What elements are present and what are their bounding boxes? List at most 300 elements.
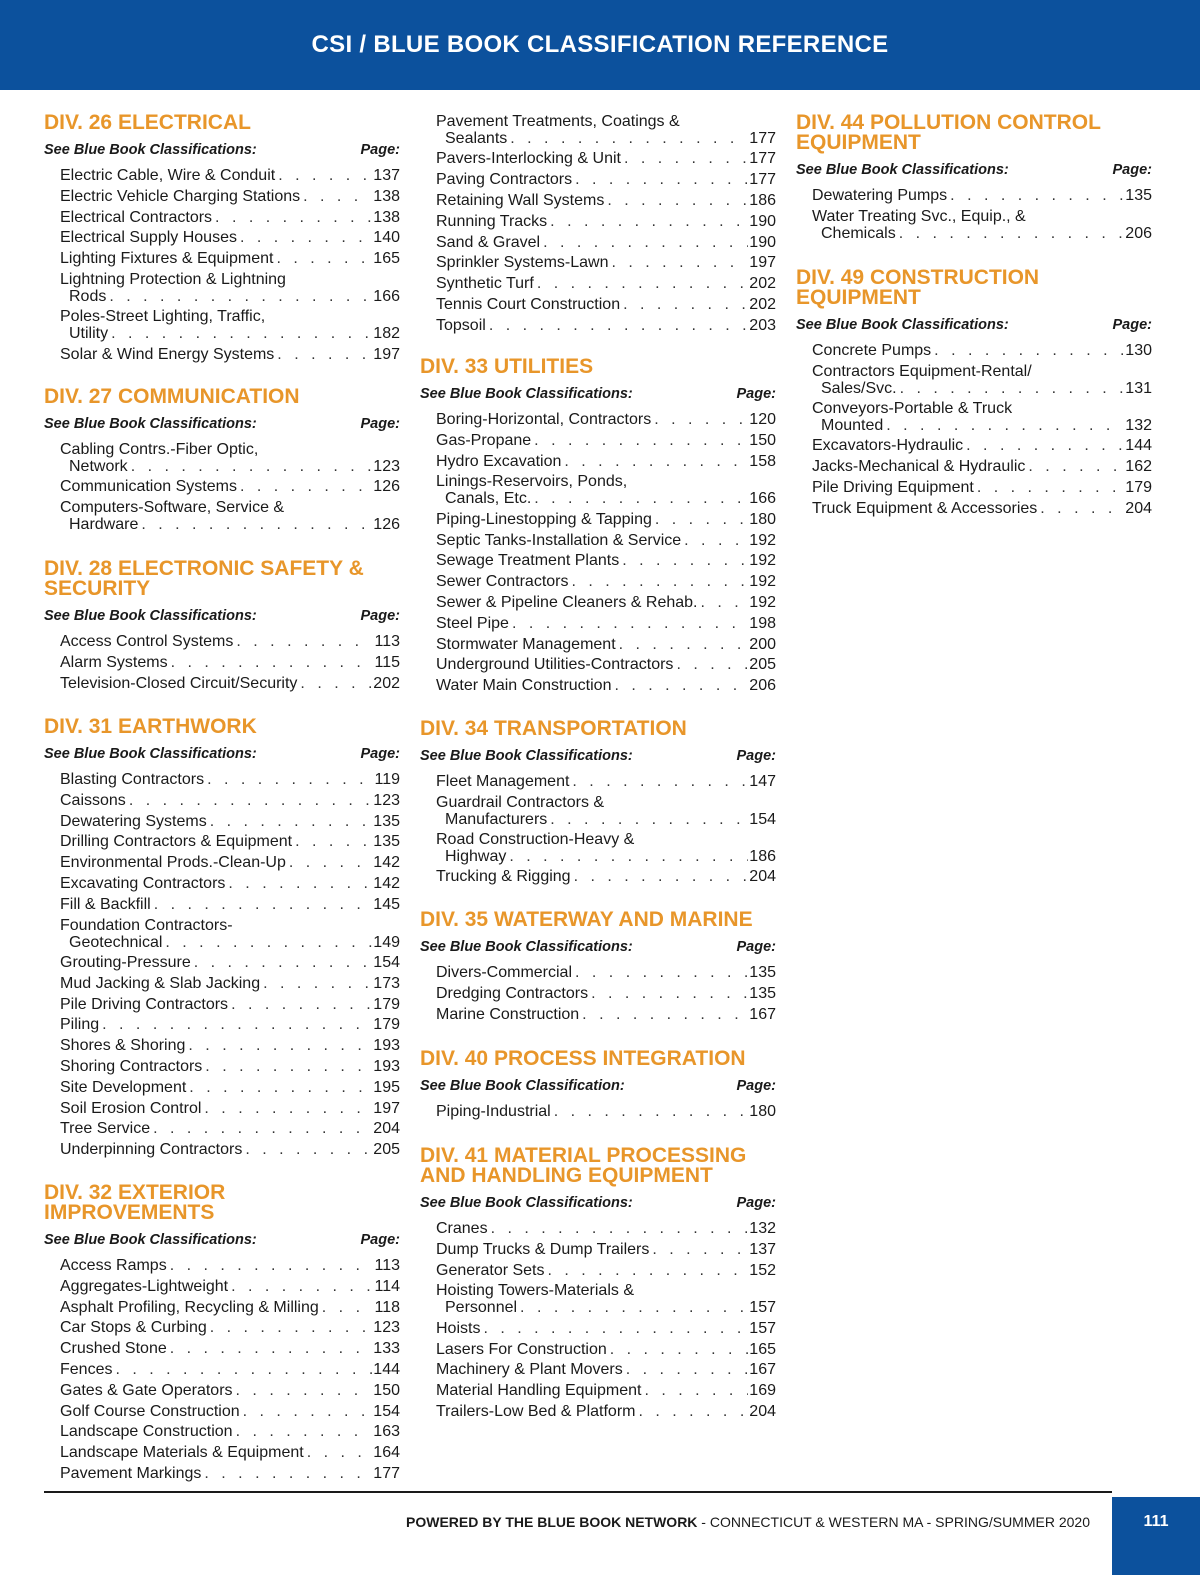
classification-entry bbox=[60, 1340, 400, 1357]
entry-page-number: 164 bbox=[373, 1444, 400, 1462]
entry-page-number: 135 bbox=[373, 833, 400, 851]
entry-name-line-2: Mounted bbox=[821, 417, 884, 435]
classification-entry bbox=[436, 171, 776, 188]
entry-name: Electric Vehicle Charging Stations bbox=[60, 187, 301, 205]
entry-name-line-2: Canals, Etc. bbox=[445, 490, 532, 508]
dot-leader bbox=[931, 342, 1124, 359]
classification-entry bbox=[436, 985, 776, 1002]
classification-list bbox=[420, 1220, 776, 1424]
entry-name-line-2: Personnel bbox=[445, 1299, 518, 1317]
entry-name: Landscape Materials & Equipment bbox=[60, 1444, 304, 1462]
dot-leader bbox=[297, 675, 372, 692]
dot-leader bbox=[319, 1299, 372, 1316]
entry-name-line-2: Sealants bbox=[445, 130, 508, 147]
classification-entry bbox=[60, 1361, 400, 1378]
classification-entry bbox=[60, 1465, 400, 1482]
dot-leader bbox=[616, 636, 748, 653]
classification-entry bbox=[812, 400, 1152, 434]
dot-leader bbox=[151, 896, 372, 913]
entry-page-number: 186 bbox=[749, 191, 776, 209]
dot-leader bbox=[207, 813, 372, 830]
classification-entry bbox=[60, 1016, 400, 1033]
entry-page-number: 130 bbox=[1125, 342, 1152, 359]
dot-leader bbox=[620, 296, 748, 313]
entry-page-number: 165 bbox=[749, 1340, 776, 1358]
entry-page-number: 123 bbox=[373, 1319, 400, 1337]
classification-entry bbox=[60, 854, 400, 871]
entry-name: Synthetic Turf bbox=[436, 275, 534, 293]
entry-page-number: 202 bbox=[749, 295, 776, 313]
entry-page-number: 115 bbox=[374, 653, 400, 671]
classification-entry bbox=[436, 213, 776, 230]
dot-leader bbox=[531, 490, 748, 507]
dot-leader bbox=[572, 171, 748, 188]
dot-leader bbox=[240, 1403, 372, 1420]
entry-name: Communication Systems bbox=[60, 478, 237, 496]
entry-page-number: 200 bbox=[749, 635, 776, 653]
entry-page-number: 118 bbox=[374, 1298, 400, 1316]
classifications-header bbox=[420, 939, 776, 956]
entry-name: Generator Sets bbox=[436, 1261, 545, 1279]
dot-leader bbox=[204, 771, 372, 788]
division-title-line-2: EQUIPMENT bbox=[796, 286, 921, 309]
classification-entry bbox=[436, 552, 776, 569]
dot-leader bbox=[621, 150, 748, 167]
classification-entry bbox=[60, 1299, 400, 1316]
classification-entry bbox=[436, 275, 776, 292]
entry-page-number: 193 bbox=[373, 1057, 400, 1075]
dot-leader bbox=[225, 875, 372, 892]
entry-page-number: 137 bbox=[749, 1240, 776, 1258]
entry-name: Pavement Markings bbox=[60, 1465, 202, 1482]
entry-page-number: 154 bbox=[373, 953, 400, 971]
dot-leader bbox=[883, 417, 1124, 434]
classification-entry bbox=[60, 1444, 400, 1461]
entry-page-number: 180 bbox=[749, 1103, 776, 1120]
classification-entry bbox=[436, 794, 776, 828]
classifications-label: See Blue Book Classifications: bbox=[420, 939, 633, 955]
entry-name: Crushed Stone bbox=[60, 1340, 167, 1358]
entry-name-line-1: Lightning Protection & Lightning bbox=[60, 271, 286, 288]
dot-leader bbox=[540, 234, 748, 251]
entry-name: Stormwater Management bbox=[436, 635, 616, 653]
page-column-label: Page: bbox=[1112, 162, 1152, 178]
entry-page-number: 206 bbox=[749, 677, 776, 695]
dot-leader bbox=[138, 516, 372, 533]
page-column-label: Page: bbox=[736, 1078, 776, 1094]
classification-entry bbox=[812, 342, 1152, 359]
entry-page-number: 179 bbox=[1125, 479, 1152, 496]
dot-leader bbox=[673, 656, 748, 673]
page-column-label: Page: bbox=[736, 748, 776, 764]
dot-leader bbox=[569, 573, 749, 590]
entry-name: Hoists bbox=[436, 1319, 481, 1337]
classification-entry bbox=[60, 478, 400, 495]
entry-name: Dewatering Pumps bbox=[812, 187, 948, 204]
entry-page-number: 179 bbox=[373, 995, 400, 1013]
entry-page-number: 147 bbox=[749, 773, 776, 790]
dot-leader bbox=[108, 325, 372, 342]
entry-page-number: 192 bbox=[749, 552, 776, 570]
division-section bbox=[44, 1183, 400, 1486]
classification-entry bbox=[436, 573, 776, 590]
classification-entry bbox=[60, 813, 400, 830]
entry-page-number: 142 bbox=[373, 875, 400, 892]
entry-page-number: 190 bbox=[749, 212, 776, 230]
footer-edition: - CONNECTICUT & WESTERN MA - SPRING/SUMMER 2020 bbox=[697, 1514, 1090, 1530]
dot-leader bbox=[652, 511, 748, 528]
dot-leader bbox=[534, 275, 748, 292]
entry-name: Dewatering Systems bbox=[60, 812, 207, 830]
entry-name: Television-Closed Circuit/Security bbox=[60, 674, 298, 692]
dot-leader bbox=[506, 848, 748, 865]
entry-name: Access Control Systems bbox=[60, 633, 234, 650]
classifications-header bbox=[420, 748, 776, 765]
entry-name: Dredging Contractors bbox=[436, 984, 589, 1002]
entry-name-line-2: Sales/Svc. bbox=[821, 379, 897, 397]
entry-name: Caissons bbox=[60, 791, 126, 809]
classification-entry bbox=[60, 1120, 400, 1137]
dot-leader bbox=[185, 1037, 372, 1054]
division-section bbox=[44, 113, 400, 366]
division-title: DIV. 44 POLLUTION CONTROL bbox=[796, 111, 1101, 134]
entry-page-number: 197 bbox=[373, 345, 400, 363]
footer-text bbox=[406, 1514, 1090, 1530]
classification-list bbox=[796, 342, 1152, 521]
classification-entry bbox=[436, 615, 776, 632]
division-section bbox=[420, 113, 776, 338]
entry-page-number: 195 bbox=[373, 1078, 400, 1096]
entry-page-number: 152 bbox=[749, 1261, 776, 1279]
entry-name-line-1: Foundation Contractors- bbox=[60, 916, 233, 934]
entry-page-number: 162 bbox=[1125, 458, 1152, 476]
dot-leader bbox=[572, 964, 748, 981]
dot-leader bbox=[963, 437, 1124, 454]
classification-entry bbox=[60, 1403, 400, 1420]
entry-page-number: 150 bbox=[749, 431, 776, 449]
page-column-label: Page: bbox=[736, 939, 776, 955]
classification-list bbox=[420, 113, 776, 338]
classification-entry bbox=[436, 532, 776, 549]
entry-page-number: 135 bbox=[1125, 187, 1152, 204]
classifications-header bbox=[796, 162, 1152, 179]
entry-page-number: 119 bbox=[374, 771, 400, 788]
entry-name: Piling bbox=[60, 1016, 100, 1034]
entry-name: Dump Trucks & Dump Trailers bbox=[436, 1240, 650, 1258]
entry-name: Sprinkler Systems-Lawn bbox=[436, 254, 609, 272]
classification-entry bbox=[436, 432, 776, 449]
dot-leader bbox=[641, 1382, 748, 1399]
entry-page-number: 206 bbox=[1125, 224, 1152, 242]
dot-leader bbox=[274, 346, 372, 363]
page-column-label: Page: bbox=[736, 386, 776, 402]
dot-leader bbox=[507, 130, 748, 147]
division-title: DIV. 40 PROCESS INTEGRATION bbox=[420, 1047, 746, 1070]
classification-list bbox=[44, 771, 400, 1162]
classification-entry bbox=[60, 188, 400, 205]
entry-page-number: 142 bbox=[373, 854, 400, 872]
entry-name: Cranes bbox=[436, 1220, 488, 1237]
entry-name-line-2: Manufacturers bbox=[445, 810, 548, 828]
entry-name: Lasers For Construction bbox=[436, 1340, 607, 1358]
entry-page-number: 166 bbox=[749, 490, 776, 508]
entry-name: Retaining Wall Systems bbox=[436, 191, 605, 209]
division-section bbox=[44, 559, 400, 695]
entry-page-number: 204 bbox=[1125, 499, 1152, 517]
classification-entry bbox=[60, 308, 400, 342]
division-title: DIV. 49 CONSTRUCTION bbox=[796, 266, 1040, 289]
dot-leader bbox=[201, 1465, 372, 1482]
classifications-header bbox=[420, 386, 776, 403]
entry-page-number: 144 bbox=[1125, 437, 1152, 455]
classification-entry bbox=[60, 954, 400, 971]
division-title: DIV. 34 TRANSPORTATION bbox=[420, 717, 687, 740]
classification-list bbox=[44, 167, 400, 366]
entry-name: Tree Service bbox=[60, 1120, 151, 1138]
classifications-label: See Blue Book Classifications: bbox=[44, 1232, 257, 1248]
entry-page-number: 197 bbox=[749, 254, 776, 272]
entry-page-number: 123 bbox=[373, 458, 400, 475]
classification-entry bbox=[436, 192, 776, 209]
classification-entry bbox=[436, 964, 776, 981]
dot-leader bbox=[167, 1257, 372, 1274]
division-title-line-2: AND HANDLING EQUIPMENT bbox=[420, 1164, 713, 1187]
division-title: DIV. 31 EARTHWORK bbox=[44, 715, 257, 738]
entry-page-number: 135 bbox=[373, 812, 400, 830]
dot-leader bbox=[202, 1058, 372, 1075]
entry-name: Sewage Treatment Plants bbox=[436, 552, 620, 570]
entry-page-number: 197 bbox=[373, 1099, 400, 1117]
entry-name: Shoring Contractors bbox=[60, 1057, 203, 1075]
entry-name-line-2: Network bbox=[69, 458, 128, 475]
dot-leader bbox=[611, 677, 748, 694]
classification-entry bbox=[60, 917, 400, 951]
dot-leader bbox=[569, 773, 748, 790]
entry-page-number: 193 bbox=[373, 1037, 400, 1055]
entry-page-number: 179 bbox=[373, 1016, 400, 1034]
entry-name: Concrete Pumps bbox=[812, 342, 932, 359]
entry-name-line-2: Geotechnical bbox=[69, 933, 163, 951]
entry-name: Gas-Propane bbox=[436, 431, 532, 449]
classification-entry bbox=[60, 771, 400, 788]
dot-leader bbox=[609, 254, 749, 271]
dot-leader bbox=[106, 288, 372, 305]
entry-page-number: 182 bbox=[373, 325, 400, 343]
classification-list bbox=[420, 773, 776, 889]
classification-entry bbox=[812, 437, 1152, 454]
dot-leader bbox=[260, 975, 372, 992]
classification-entry bbox=[60, 1382, 400, 1399]
classification-list bbox=[44, 633, 400, 695]
entry-name: Septic Tanks-Installation & Service bbox=[436, 531, 682, 549]
entry-page-number: 150 bbox=[373, 1381, 400, 1399]
page-title: CSI / BLUE BOOK CLASSIFICATION REFERENCE bbox=[311, 31, 889, 58]
dot-leader bbox=[167, 1340, 372, 1357]
classification-entry bbox=[60, 1278, 400, 1295]
entry-page-number: 204 bbox=[749, 1402, 776, 1420]
entry-name: Boring-Horizontal, Contractors bbox=[436, 411, 652, 428]
dot-leader bbox=[531, 432, 748, 449]
classification-entry bbox=[812, 363, 1152, 397]
entry-name: Excavating Contractors bbox=[60, 875, 226, 892]
entry-name-line-1: Computers-Software, Service & bbox=[60, 499, 285, 517]
dot-leader bbox=[228, 1278, 372, 1295]
dot-leader bbox=[561, 453, 748, 470]
dot-leader bbox=[242, 1141, 372, 1158]
dot-leader bbox=[233, 1423, 372, 1440]
dot-leader bbox=[168, 654, 372, 671]
dot-leader bbox=[212, 209, 372, 226]
entry-name: Mud Jacking & Slab Jacking bbox=[60, 974, 261, 992]
classification-list bbox=[796, 187, 1152, 245]
entry-page-number: 114 bbox=[374, 1277, 400, 1295]
entry-page-number: 202 bbox=[749, 275, 776, 293]
division-title: DIV. 33 UTILITIES bbox=[420, 355, 594, 378]
entry-name: Jacks-Mechanical & Hydraulic bbox=[812, 458, 1026, 476]
page-column-label: Page: bbox=[360, 416, 400, 432]
entry-page-number: 180 bbox=[749, 510, 776, 528]
entry-page-number: 205 bbox=[749, 656, 776, 674]
dot-leader bbox=[292, 833, 372, 850]
entry-name: Paving Contractors bbox=[436, 171, 573, 189]
classification-entry bbox=[60, 654, 400, 671]
entry-page-number: 145 bbox=[373, 895, 400, 913]
entry-name: Steel Pipe bbox=[436, 614, 509, 632]
entry-name: Landscape Construction bbox=[60, 1423, 233, 1441]
entry-page-number: 202 bbox=[373, 674, 400, 692]
entry-name-line-1: Cabling Contrs.-Fiber Optic, bbox=[60, 441, 259, 458]
dot-leader bbox=[237, 478, 372, 495]
dot-leader bbox=[480, 1320, 748, 1337]
page-column-label: Page: bbox=[1112, 317, 1152, 333]
entry-page-number: 177 bbox=[749, 150, 776, 168]
classification-entry bbox=[60, 499, 400, 533]
entry-name: Water Main Construction bbox=[436, 677, 612, 695]
entry-name-line-1: Contractors Equipment-Rental/ bbox=[812, 362, 1032, 380]
classification-entry bbox=[436, 656, 776, 673]
dot-leader bbox=[623, 1361, 748, 1378]
classification-entry bbox=[436, 1341, 776, 1358]
entry-name-line-1: Hoisting Towers-Materials & bbox=[436, 1282, 634, 1300]
dot-leader bbox=[509, 615, 748, 632]
division-title-line-2: SECURITY bbox=[44, 577, 151, 600]
entry-page-number: 177 bbox=[749, 130, 776, 147]
division-section bbox=[420, 1049, 776, 1124]
division-title: DIV. 35 WATERWAY AND MARINE bbox=[420, 908, 753, 931]
classification-entry bbox=[436, 150, 776, 167]
entry-page-number: 163 bbox=[373, 1423, 400, 1441]
classifications-header bbox=[44, 1232, 400, 1249]
dot-leader bbox=[233, 1382, 372, 1399]
dot-leader bbox=[237, 229, 372, 246]
division-section bbox=[420, 357, 776, 698]
classification-entry bbox=[436, 254, 776, 271]
entry-page-number: 203 bbox=[749, 316, 776, 334]
entry-name: Excavators-Hydraulic bbox=[812, 437, 964, 455]
division-title: DIV. 32 EXTERIOR IMPROVEMENTS bbox=[44, 1181, 226, 1224]
division-section bbox=[420, 719, 776, 889]
entry-page-number: 144 bbox=[373, 1361, 400, 1378]
dot-leader bbox=[571, 868, 748, 885]
entry-name: Aggregates-Lightweight bbox=[60, 1277, 229, 1295]
page-header bbox=[0, 0, 1200, 90]
classifications-header bbox=[420, 1078, 776, 1095]
classifications-label: See Blue Book Classifications: bbox=[44, 608, 257, 624]
division-section bbox=[44, 717, 400, 1162]
division-section bbox=[796, 113, 1152, 245]
dot-leader bbox=[300, 188, 372, 205]
footer-divider bbox=[44, 1491, 1112, 1493]
classification-entry bbox=[436, 1382, 776, 1399]
classification-entry bbox=[60, 1141, 400, 1158]
entry-name: Asphalt Profiling, Recycling & Milling bbox=[60, 1298, 319, 1316]
entry-name-line-1: Linings-Reservoirs, Ponds, bbox=[436, 473, 628, 491]
classification-entry bbox=[812, 458, 1152, 475]
dot-leader bbox=[191, 954, 372, 971]
classification-entry bbox=[436, 1320, 776, 1337]
entry-name: Site Development bbox=[60, 1078, 187, 1096]
entry-page-number: 192 bbox=[749, 593, 776, 611]
classification-entry bbox=[436, 773, 776, 790]
entry-name: Blasting Contractors bbox=[60, 771, 205, 788]
classification-entry bbox=[436, 511, 776, 528]
entry-name-line-1: Conveyors-Portable & Truck bbox=[812, 400, 1013, 418]
classification-entry bbox=[60, 1079, 400, 1096]
entry-page-number: 126 bbox=[373, 516, 400, 534]
entry-page-number: 154 bbox=[749, 810, 776, 828]
classifications-header bbox=[44, 142, 400, 159]
classification-entry bbox=[436, 1220, 776, 1237]
dot-leader bbox=[649, 1241, 748, 1258]
entry-name: Electric Cable, Wire & Conduit bbox=[60, 167, 276, 184]
classification-entry bbox=[436, 594, 776, 611]
entry-page-number: 177 bbox=[749, 171, 776, 189]
entry-page-number: 205 bbox=[373, 1141, 400, 1159]
classifications-header bbox=[420, 1195, 776, 1212]
entry-name: Solar & Wind Energy Systems bbox=[60, 345, 275, 363]
dot-leader bbox=[273, 250, 372, 267]
entry-page-number: 167 bbox=[749, 1361, 776, 1379]
classification-entry bbox=[812, 187, 1152, 204]
dot-leader bbox=[150, 1120, 372, 1137]
entry-name-line-2: Hardware bbox=[69, 516, 139, 534]
entry-page-number: 132 bbox=[1125, 417, 1152, 435]
entry-page-number: 190 bbox=[749, 233, 776, 251]
entry-page-number: 198 bbox=[749, 614, 776, 632]
dot-leader bbox=[1025, 458, 1124, 475]
entry-page-number: 204 bbox=[373, 1120, 400, 1138]
entry-page-number: 192 bbox=[749, 573, 776, 591]
classification-entry bbox=[60, 250, 400, 267]
entry-name: Divers-Commercial bbox=[436, 964, 573, 981]
classification-entry bbox=[436, 453, 776, 470]
entry-page-number: 157 bbox=[749, 1299, 776, 1317]
entry-name-line-1: Guardrail Contractors & bbox=[436, 793, 605, 811]
entry-name: Sewer & Pipeline Cleaners & Rehab. bbox=[436, 593, 698, 611]
classification-entry bbox=[436, 1241, 776, 1258]
entry-name: Environmental Prods.-Clean-Up bbox=[60, 854, 286, 872]
classification-entry bbox=[60, 1423, 400, 1440]
dot-leader bbox=[551, 1103, 748, 1120]
classification-entry bbox=[60, 1257, 400, 1274]
dot-leader bbox=[201, 1100, 372, 1117]
classification-entry bbox=[436, 1006, 776, 1023]
classification-entry bbox=[60, 167, 400, 184]
dot-leader bbox=[604, 192, 748, 209]
division-section bbox=[796, 268, 1152, 521]
classifications-label: See Blue Book Classifications: bbox=[420, 748, 633, 764]
entry-page-number: 158 bbox=[749, 452, 776, 470]
